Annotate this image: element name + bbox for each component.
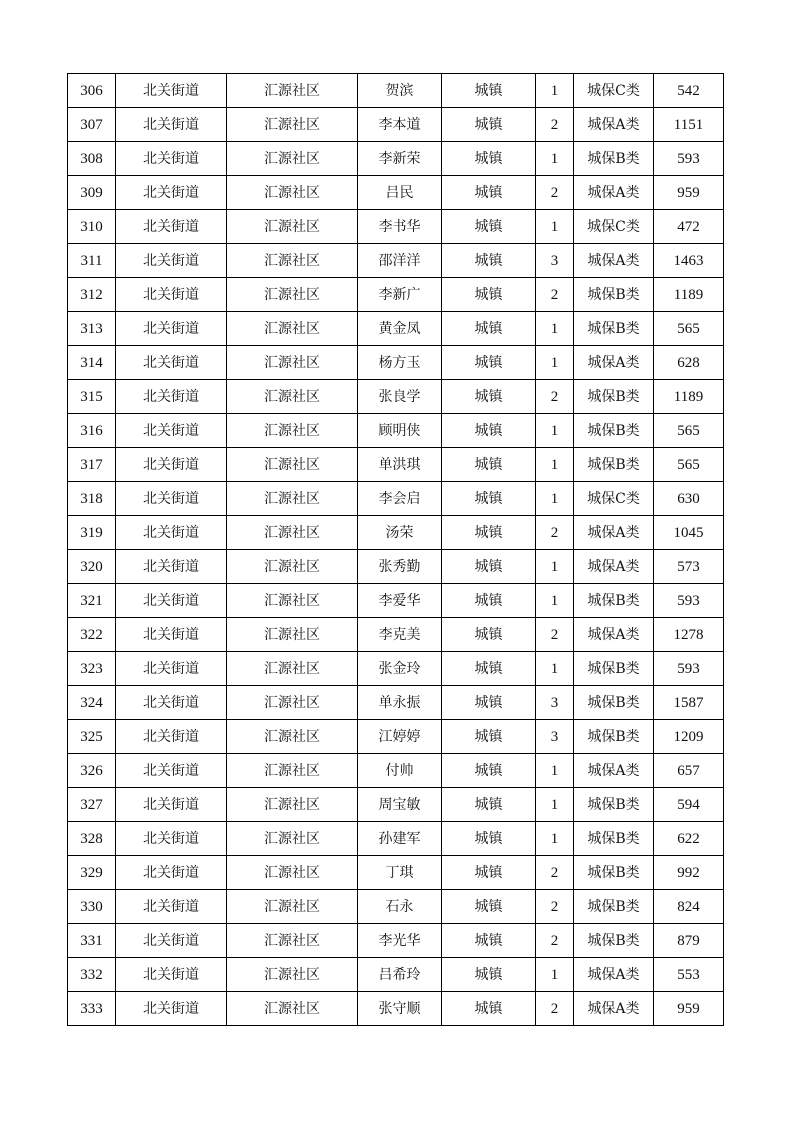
community-cell: 汇源社区 bbox=[227, 312, 358, 346]
assistance-roster-table bbox=[67, 73, 724, 1026]
table-row bbox=[68, 482, 724, 516]
table-row bbox=[68, 822, 724, 856]
name-cell: 石永 bbox=[358, 890, 442, 924]
household-size-cell: 1 bbox=[536, 210, 574, 244]
amount-cell: 542 bbox=[654, 74, 724, 108]
community-cell: 汇源社区 bbox=[227, 924, 358, 958]
name-cell: 李爱华 bbox=[358, 584, 442, 618]
table-row bbox=[68, 992, 724, 1026]
row-number-cell: 333 bbox=[68, 992, 116, 1026]
table-row bbox=[68, 856, 724, 890]
subdistrict-cell: 北关街道 bbox=[116, 108, 227, 142]
community-cell: 汇源社区 bbox=[227, 856, 358, 890]
category-cell: 城保A类 bbox=[574, 958, 654, 992]
amount-cell: 593 bbox=[654, 142, 724, 176]
table-body bbox=[68, 74, 724, 1026]
name-cell: 单永振 bbox=[358, 686, 442, 720]
row-number-cell: 321 bbox=[68, 584, 116, 618]
row-number-cell: 324 bbox=[68, 686, 116, 720]
subdistrict-cell: 北关街道 bbox=[116, 312, 227, 346]
household-size-cell: 1 bbox=[536, 550, 574, 584]
name-cell: 孙建军 bbox=[358, 822, 442, 856]
community-cell: 汇源社区 bbox=[227, 516, 358, 550]
table-row bbox=[68, 448, 724, 482]
row-number-cell: 319 bbox=[68, 516, 116, 550]
community-cell: 汇源社区 bbox=[227, 992, 358, 1026]
household-size-cell: 1 bbox=[536, 312, 574, 346]
table-row bbox=[68, 346, 724, 380]
table-row bbox=[68, 924, 724, 958]
community-cell: 汇源社区 bbox=[227, 108, 358, 142]
household-size-cell: 2 bbox=[536, 890, 574, 924]
community-cell: 汇源社区 bbox=[227, 142, 358, 176]
amount-cell: 1587 bbox=[654, 686, 724, 720]
name-cell: 吕希玲 bbox=[358, 958, 442, 992]
row-number-cell: 327 bbox=[68, 788, 116, 822]
household-size-cell: 2 bbox=[536, 856, 574, 890]
amount-cell: 573 bbox=[654, 550, 724, 584]
table-row bbox=[68, 720, 724, 754]
category-cell: 城保B类 bbox=[574, 720, 654, 754]
name-cell: 张秀勤 bbox=[358, 550, 442, 584]
name-cell: 张守顺 bbox=[358, 992, 442, 1026]
category-cell: 城保B类 bbox=[574, 142, 654, 176]
area-type-cell: 城镇 bbox=[442, 312, 536, 346]
category-cell: 城保A类 bbox=[574, 754, 654, 788]
community-cell: 汇源社区 bbox=[227, 482, 358, 516]
amount-cell: 959 bbox=[654, 176, 724, 210]
row-number-cell: 332 bbox=[68, 958, 116, 992]
amount-cell: 992 bbox=[654, 856, 724, 890]
area-type-cell: 城镇 bbox=[442, 584, 536, 618]
category-cell: 城保B类 bbox=[574, 652, 654, 686]
table-row bbox=[68, 686, 724, 720]
household-size-cell: 3 bbox=[536, 686, 574, 720]
name-cell: 李会启 bbox=[358, 482, 442, 516]
area-type-cell: 城镇 bbox=[442, 346, 536, 380]
row-number-cell: 307 bbox=[68, 108, 116, 142]
subdistrict-cell: 北关街道 bbox=[116, 822, 227, 856]
area-type-cell: 城镇 bbox=[442, 448, 536, 482]
community-cell: 汇源社区 bbox=[227, 686, 358, 720]
household-size-cell: 2 bbox=[536, 924, 574, 958]
category-cell: 城保B类 bbox=[574, 822, 654, 856]
subdistrict-cell: 北关街道 bbox=[116, 414, 227, 448]
name-cell: 付帅 bbox=[358, 754, 442, 788]
household-size-cell: 2 bbox=[536, 108, 574, 142]
row-number-cell: 308 bbox=[68, 142, 116, 176]
subdistrict-cell: 北关街道 bbox=[116, 278, 227, 312]
category-cell: 城保B类 bbox=[574, 584, 654, 618]
table-row bbox=[68, 788, 724, 822]
name-cell: 李新广 bbox=[358, 278, 442, 312]
amount-cell: 622 bbox=[654, 822, 724, 856]
household-size-cell: 1 bbox=[536, 414, 574, 448]
row-number-cell: 331 bbox=[68, 924, 116, 958]
amount-cell: 565 bbox=[654, 448, 724, 482]
table-row bbox=[68, 312, 724, 346]
name-cell: 杨方玉 bbox=[358, 346, 442, 380]
area-type-cell: 城镇 bbox=[442, 74, 536, 108]
household-size-cell: 1 bbox=[536, 482, 574, 516]
row-number-cell: 309 bbox=[68, 176, 116, 210]
community-cell: 汇源社区 bbox=[227, 176, 358, 210]
category-cell: 城保B类 bbox=[574, 856, 654, 890]
amount-cell: 1189 bbox=[654, 380, 724, 414]
category-cell: 城保B类 bbox=[574, 278, 654, 312]
table-row bbox=[68, 754, 724, 788]
category-cell: 城保A类 bbox=[574, 346, 654, 380]
subdistrict-cell: 北关街道 bbox=[116, 516, 227, 550]
area-type-cell: 城镇 bbox=[442, 142, 536, 176]
subdistrict-cell: 北关街道 bbox=[116, 652, 227, 686]
area-type-cell: 城镇 bbox=[442, 516, 536, 550]
area-type-cell: 城镇 bbox=[442, 244, 536, 278]
community-cell: 汇源社区 bbox=[227, 822, 358, 856]
amount-cell: 565 bbox=[654, 414, 724, 448]
community-cell: 汇源社区 bbox=[227, 74, 358, 108]
subdistrict-cell: 北关街道 bbox=[116, 74, 227, 108]
row-number-cell: 311 bbox=[68, 244, 116, 278]
subdistrict-cell: 北关街道 bbox=[116, 686, 227, 720]
area-type-cell: 城镇 bbox=[442, 482, 536, 516]
category-cell: 城保C类 bbox=[574, 482, 654, 516]
amount-cell: 1189 bbox=[654, 278, 724, 312]
area-type-cell: 城镇 bbox=[442, 652, 536, 686]
amount-cell: 628 bbox=[654, 346, 724, 380]
area-type-cell: 城镇 bbox=[442, 414, 536, 448]
name-cell: 李本道 bbox=[358, 108, 442, 142]
area-type-cell: 城镇 bbox=[442, 278, 536, 312]
community-cell: 汇源社区 bbox=[227, 346, 358, 380]
row-number-cell: 320 bbox=[68, 550, 116, 584]
subdistrict-cell: 北关街道 bbox=[116, 788, 227, 822]
name-cell: 张良学 bbox=[358, 380, 442, 414]
community-cell: 汇源社区 bbox=[227, 244, 358, 278]
household-size-cell: 2 bbox=[536, 380, 574, 414]
category-cell: 城保A类 bbox=[574, 108, 654, 142]
amount-cell: 630 bbox=[654, 482, 724, 516]
subdistrict-cell: 北关街道 bbox=[116, 856, 227, 890]
name-cell: 张金玲 bbox=[358, 652, 442, 686]
community-cell: 汇源社区 bbox=[227, 788, 358, 822]
subdistrict-cell: 北关街道 bbox=[116, 210, 227, 244]
community-cell: 汇源社区 bbox=[227, 652, 358, 686]
category-cell: 城保A类 bbox=[574, 176, 654, 210]
area-type-cell: 城镇 bbox=[442, 550, 536, 584]
table-row bbox=[68, 244, 724, 278]
amount-cell: 553 bbox=[654, 958, 724, 992]
area-type-cell: 城镇 bbox=[442, 618, 536, 652]
subdistrict-cell: 北关街道 bbox=[116, 924, 227, 958]
household-size-cell: 1 bbox=[536, 346, 574, 380]
name-cell: 丁琪 bbox=[358, 856, 442, 890]
area-type-cell: 城镇 bbox=[442, 992, 536, 1026]
name-cell: 邵洋洋 bbox=[358, 244, 442, 278]
row-number-cell: 314 bbox=[68, 346, 116, 380]
table-row bbox=[68, 618, 724, 652]
category-cell: 城保B类 bbox=[574, 686, 654, 720]
household-size-cell: 1 bbox=[536, 788, 574, 822]
area-type-cell: 城镇 bbox=[442, 686, 536, 720]
category-cell: 城保B类 bbox=[574, 890, 654, 924]
category-cell: 城保A类 bbox=[574, 516, 654, 550]
category-cell: 城保A类 bbox=[574, 992, 654, 1026]
household-size-cell: 1 bbox=[536, 142, 574, 176]
household-size-cell: 1 bbox=[536, 448, 574, 482]
row-number-cell: 328 bbox=[68, 822, 116, 856]
area-type-cell: 城镇 bbox=[442, 856, 536, 890]
amount-cell: 1209 bbox=[654, 720, 724, 754]
community-cell: 汇源社区 bbox=[227, 380, 358, 414]
amount-cell: 1151 bbox=[654, 108, 724, 142]
table-row bbox=[68, 74, 724, 108]
amount-cell: 824 bbox=[654, 890, 724, 924]
household-size-cell: 1 bbox=[536, 584, 574, 618]
category-cell: 城保B类 bbox=[574, 924, 654, 958]
category-cell: 城保C类 bbox=[574, 74, 654, 108]
subdistrict-cell: 北关街道 bbox=[116, 380, 227, 414]
table-row bbox=[68, 142, 724, 176]
subdistrict-cell: 北关街道 bbox=[116, 550, 227, 584]
household-size-cell: 1 bbox=[536, 754, 574, 788]
community-cell: 汇源社区 bbox=[227, 278, 358, 312]
community-cell: 汇源社区 bbox=[227, 618, 358, 652]
row-number-cell: 316 bbox=[68, 414, 116, 448]
subdistrict-cell: 北关街道 bbox=[116, 176, 227, 210]
amount-cell: 657 bbox=[654, 754, 724, 788]
row-number-cell: 310 bbox=[68, 210, 116, 244]
row-number-cell: 322 bbox=[68, 618, 116, 652]
name-cell: 汤荣 bbox=[358, 516, 442, 550]
area-type-cell: 城镇 bbox=[442, 108, 536, 142]
table-row bbox=[68, 890, 724, 924]
household-size-cell: 2 bbox=[536, 176, 574, 210]
category-cell: 城保B类 bbox=[574, 380, 654, 414]
category-cell: 城保A类 bbox=[574, 244, 654, 278]
table-row bbox=[68, 584, 724, 618]
household-size-cell: 1 bbox=[536, 958, 574, 992]
table-row bbox=[68, 108, 724, 142]
community-cell: 汇源社区 bbox=[227, 890, 358, 924]
table-row bbox=[68, 210, 724, 244]
household-size-cell: 1 bbox=[536, 74, 574, 108]
subdistrict-cell: 北关街道 bbox=[116, 618, 227, 652]
community-cell: 汇源社区 bbox=[227, 720, 358, 754]
community-cell: 汇源社区 bbox=[227, 584, 358, 618]
row-number-cell: 325 bbox=[68, 720, 116, 754]
household-size-cell: 3 bbox=[536, 720, 574, 754]
household-size-cell: 1 bbox=[536, 652, 574, 686]
amount-cell: 565 bbox=[654, 312, 724, 346]
category-cell: 城保B类 bbox=[574, 448, 654, 482]
row-number-cell: 313 bbox=[68, 312, 116, 346]
table-row bbox=[68, 958, 724, 992]
row-number-cell: 312 bbox=[68, 278, 116, 312]
community-cell: 汇源社区 bbox=[227, 448, 358, 482]
household-size-cell: 2 bbox=[536, 992, 574, 1026]
name-cell: 江婷婷 bbox=[358, 720, 442, 754]
table-row bbox=[68, 380, 724, 414]
subdistrict-cell: 北关街道 bbox=[116, 958, 227, 992]
table-row bbox=[68, 550, 724, 584]
name-cell: 李新荣 bbox=[358, 142, 442, 176]
area-type-cell: 城镇 bbox=[442, 958, 536, 992]
community-cell: 汇源社区 bbox=[227, 958, 358, 992]
subdistrict-cell: 北关街道 bbox=[116, 992, 227, 1026]
amount-cell: 593 bbox=[654, 584, 724, 618]
name-cell: 贺滨 bbox=[358, 74, 442, 108]
row-number-cell: 318 bbox=[68, 482, 116, 516]
amount-cell: 594 bbox=[654, 788, 724, 822]
table-row bbox=[68, 278, 724, 312]
subdistrict-cell: 北关街道 bbox=[116, 142, 227, 176]
area-type-cell: 城镇 bbox=[442, 924, 536, 958]
subdistrict-cell: 北关街道 bbox=[116, 720, 227, 754]
subdistrict-cell: 北关街道 bbox=[116, 244, 227, 278]
amount-cell: 1463 bbox=[654, 244, 724, 278]
household-size-cell: 2 bbox=[536, 516, 574, 550]
subdistrict-cell: 北关街道 bbox=[116, 584, 227, 618]
household-size-cell: 1 bbox=[536, 822, 574, 856]
category-cell: 城保A类 bbox=[574, 550, 654, 584]
name-cell: 李光华 bbox=[358, 924, 442, 958]
area-type-cell: 城镇 bbox=[442, 890, 536, 924]
row-number-cell: 329 bbox=[68, 856, 116, 890]
area-type-cell: 城镇 bbox=[442, 788, 536, 822]
subdistrict-cell: 北关街道 bbox=[116, 346, 227, 380]
community-cell: 汇源社区 bbox=[227, 414, 358, 448]
area-type-cell: 城镇 bbox=[442, 822, 536, 856]
household-size-cell: 2 bbox=[536, 618, 574, 652]
table-row bbox=[68, 652, 724, 686]
community-cell: 汇源社区 bbox=[227, 754, 358, 788]
area-type-cell: 城镇 bbox=[442, 720, 536, 754]
subdistrict-cell: 北关街道 bbox=[116, 754, 227, 788]
name-cell: 单洪琪 bbox=[358, 448, 442, 482]
category-cell: 城保C类 bbox=[574, 210, 654, 244]
subdistrict-cell: 北关街道 bbox=[116, 482, 227, 516]
category-cell: 城保B类 bbox=[574, 312, 654, 346]
row-number-cell: 317 bbox=[68, 448, 116, 482]
household-size-cell: 3 bbox=[536, 244, 574, 278]
category-cell: 城保A类 bbox=[574, 618, 654, 652]
amount-cell: 879 bbox=[654, 924, 724, 958]
community-cell: 汇源社区 bbox=[227, 550, 358, 584]
name-cell: 黄金凤 bbox=[358, 312, 442, 346]
name-cell: 李克美 bbox=[358, 618, 442, 652]
name-cell: 吕民 bbox=[358, 176, 442, 210]
area-type-cell: 城镇 bbox=[442, 176, 536, 210]
category-cell: 城保B类 bbox=[574, 788, 654, 822]
household-size-cell: 2 bbox=[536, 278, 574, 312]
name-cell: 周宝敏 bbox=[358, 788, 442, 822]
amount-cell: 1278 bbox=[654, 618, 724, 652]
name-cell: 李书华 bbox=[358, 210, 442, 244]
amount-cell: 472 bbox=[654, 210, 724, 244]
subdistrict-cell: 北关街道 bbox=[116, 448, 227, 482]
amount-cell: 1045 bbox=[654, 516, 724, 550]
table-row bbox=[68, 414, 724, 448]
area-type-cell: 城镇 bbox=[442, 380, 536, 414]
name-cell: 顾明侠 bbox=[358, 414, 442, 448]
area-type-cell: 城镇 bbox=[442, 210, 536, 244]
row-number-cell: 315 bbox=[68, 380, 116, 414]
category-cell: 城保B类 bbox=[574, 414, 654, 448]
table-row bbox=[68, 176, 724, 210]
community-cell: 汇源社区 bbox=[227, 210, 358, 244]
table-row bbox=[68, 516, 724, 550]
row-number-cell: 330 bbox=[68, 890, 116, 924]
subdistrict-cell: 北关街道 bbox=[116, 890, 227, 924]
row-number-cell: 306 bbox=[68, 74, 116, 108]
row-number-cell: 323 bbox=[68, 652, 116, 686]
amount-cell: 593 bbox=[654, 652, 724, 686]
amount-cell: 959 bbox=[654, 992, 724, 1026]
row-number-cell: 326 bbox=[68, 754, 116, 788]
area-type-cell: 城镇 bbox=[442, 754, 536, 788]
